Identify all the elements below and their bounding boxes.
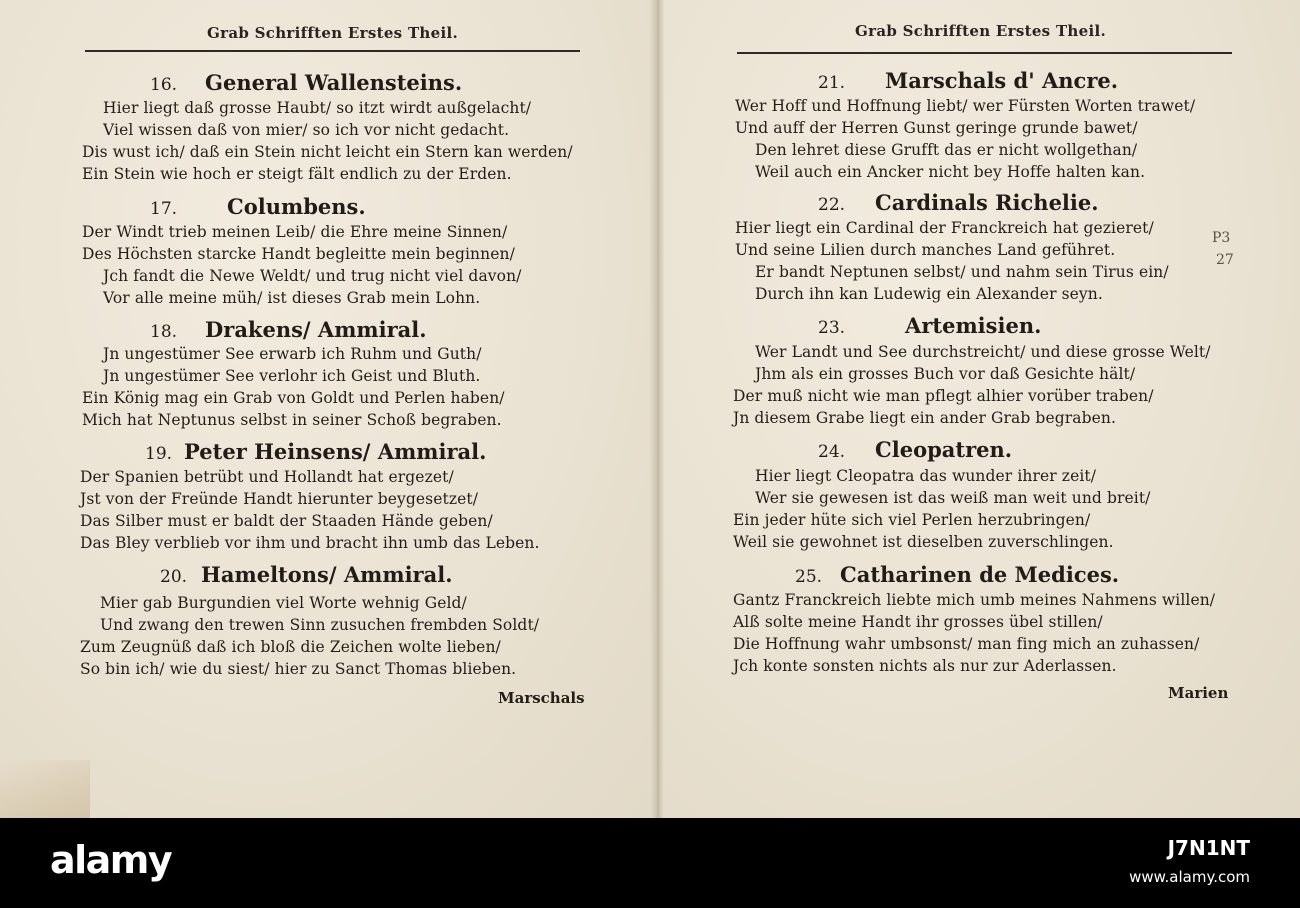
entry-number: 19. (145, 444, 173, 464)
verse-line: Der muß nicht wie man pflegt alhier vorüber traben/ (733, 387, 1154, 405)
verse-line: Wer sie gewesen ist das weiß man weit und breit/ (755, 489, 1151, 507)
verse-line: Weil sie gewohnet ist dieselben zuverschlingen. (733, 533, 1114, 551)
entry-title: Artemisien. (905, 313, 1042, 338)
verse-line: So bin ich/ wie du siest/ hier zu Sanct Thomas blieben. (80, 660, 517, 678)
verse-line: Ein jeder hüte sich viel Perlen herzubringen/ (733, 511, 1091, 529)
entry-number: 20. (160, 567, 188, 587)
margin-mark: 27 (1216, 252, 1234, 268)
entry-title: Drakens/ Ammiral. (205, 317, 427, 342)
verse-line: Jch konte sonsten nichts als nur zur Aderlassen. (733, 657, 1117, 675)
entry-heading (150, 70, 462, 95)
entry-heading (818, 313, 1041, 338)
entry-heading (150, 194, 366, 219)
entry-heading (145, 439, 486, 464)
left-running-head: Grab Schrifften Erstes Theil. (207, 24, 458, 42)
verse-line: Jhm als ein grosses Buch vor daß Gesichte hält/ (755, 365, 1136, 383)
verse-line: Er bandt Neptunen selbst/ und nahm sein Tirus ein/ (755, 263, 1169, 281)
entry-number: 25. (795, 567, 823, 587)
entry-heading (160, 562, 453, 587)
verse-line: Und seine Lilien durch manches Land geführet. (735, 241, 1116, 259)
verse-line: Hier liegt daß grosse Haubt/ so itzt wirdt außgelacht/ (103, 99, 532, 117)
margin-mark: P3 (1212, 230, 1231, 246)
entry-number: 22. (818, 195, 846, 215)
entry-title: Cardinals Richelie. (875, 190, 1099, 215)
verse-line: Wer Hoff und Hoffnung liebt/ wer Fürsten Worten trawet/ (735, 97, 1196, 115)
entry-number: 21. (818, 73, 846, 93)
entry-number: 17. (150, 199, 178, 219)
verse-line: Durch ihn kan Ludewig ein Alexander seyn. (755, 285, 1103, 303)
verse-line: Dis wust ich/ daß ein Stein nicht leicht ein Stern kan werden/ (82, 143, 573, 161)
entry-title: Marschals d' Ancre. (885, 68, 1119, 93)
entry-title: General Wallensteins. (205, 70, 463, 95)
verse-line: Ein Stein wie hoch er steigt fält endlich zu der Erden. (82, 165, 512, 183)
catchword: Marien (1168, 684, 1229, 702)
verse-line: Gantz Franckreich liebte mich umb meines Nahmens willen/ (733, 591, 1216, 609)
stock-url: www.alamy.com (1129, 868, 1250, 886)
verse-line: Der Windt trieb meinen Leib/ die Ehre meine Sinnen/ (82, 223, 508, 241)
page-stain (0, 760, 90, 818)
entry-heading (150, 317, 427, 342)
stock-image-id: J7N1NT (1167, 836, 1250, 860)
entry-heading (795, 562, 1119, 587)
verse-line: Und auff der Herren Gunst geringe grunde bawet/ (735, 119, 1138, 137)
entry-title: Cleopatren. (875, 437, 1013, 462)
verse-line: Ein König mag ein Grab von Goldt und Perlen haben/ (82, 389, 505, 407)
entry-title: Peter Heinsens/ Ammiral. (184, 439, 487, 464)
entry-heading (818, 437, 1012, 462)
verse-line: Des Höchsten starcke Handt begleitte mein beginnen/ (82, 245, 515, 263)
left-head-rule (85, 50, 580, 52)
stock-footer-bar (0, 818, 1300, 908)
verse-line: Vor alle meine müh/ ist dieses Grab mein Lohn. (103, 289, 481, 307)
entry-number: 18. (150, 322, 178, 342)
verse-line: Jn diesem Grabe liegt ein ander Grab begraben. (733, 409, 1116, 427)
verse-line: Das Silber must er baldt der Staaden Hände geben/ (80, 512, 493, 530)
verse-line: Jch fandt die Newe Weldt/ und trug nicht viel davon/ (103, 267, 522, 285)
verse-line: Das Bley verblieb vor ihm und bracht ihn umb das Leben. (80, 534, 540, 552)
right-head-rule (737, 52, 1232, 54)
entry-number: 23. (818, 318, 846, 338)
verse-line: Die Hoffnung wahr umbsonst/ man fing mich an zuhassen/ (733, 635, 1200, 653)
verse-line: Viel wissen daß von mier/ so ich vor nicht gedacht. (103, 121, 510, 139)
stock-logo: alamy (50, 838, 172, 882)
entry-title: Catharinen de Medices. (840, 562, 1120, 587)
entry-number: 24. (818, 442, 846, 462)
entry-title: Columbens. (227, 194, 366, 219)
verse-line: Mich hat Neptunus selbst in seiner Schoß begraben. (82, 411, 502, 429)
verse-line: Mier gab Burgundien viel Worte wehnig Geld/ (100, 594, 467, 612)
verse-line: Jn ungestümer See erwarb ich Ruhm und Guth/ (103, 345, 482, 363)
verse-line: Weil auch ein Ancker nicht bey Hoffe halten kan. (755, 163, 1146, 181)
verse-line: Jn ungestümer See verlohr ich Geist und Bluth. (103, 367, 481, 385)
entry-title: Hameltons/ Ammiral. (201, 562, 453, 587)
verse-line: Zum Zeugnüß daß ich bloß die Zeichen wolte lieben/ (80, 638, 501, 656)
right-running-head: Grab Schrifften Erstes Theil. (855, 22, 1106, 40)
entry-number: 16. (150, 75, 178, 95)
book-gutter (650, 0, 664, 818)
verse-line: Hier liegt Cleopatra das wunder ihrer zeit/ (755, 467, 1097, 485)
verse-line: Und zwang den trewen Sinn zusuchen frembden Soldt/ (100, 616, 540, 634)
verse-line: Der Spanien betrübt und Hollandt hat ergezet/ (80, 468, 454, 486)
entry-heading (818, 68, 1118, 93)
entry-heading (818, 190, 1099, 215)
verse-line: Hier liegt ein Cardinal der Franckreich hat gezieret/ (735, 219, 1154, 237)
verse-line: Wer Landt und See durchstreicht/ und diese grosse Welt/ (755, 343, 1211, 361)
verse-line: Den lehret diese Grufft das er nicht wollgethan/ (755, 141, 1138, 159)
verse-line: Jst von der Freünde Handt hierunter beygesetzet/ (80, 490, 479, 508)
catchword: Marschals (498, 689, 585, 707)
verse-line: Alß solte meine Handt ihr grosses übel stillen/ (733, 613, 1103, 631)
